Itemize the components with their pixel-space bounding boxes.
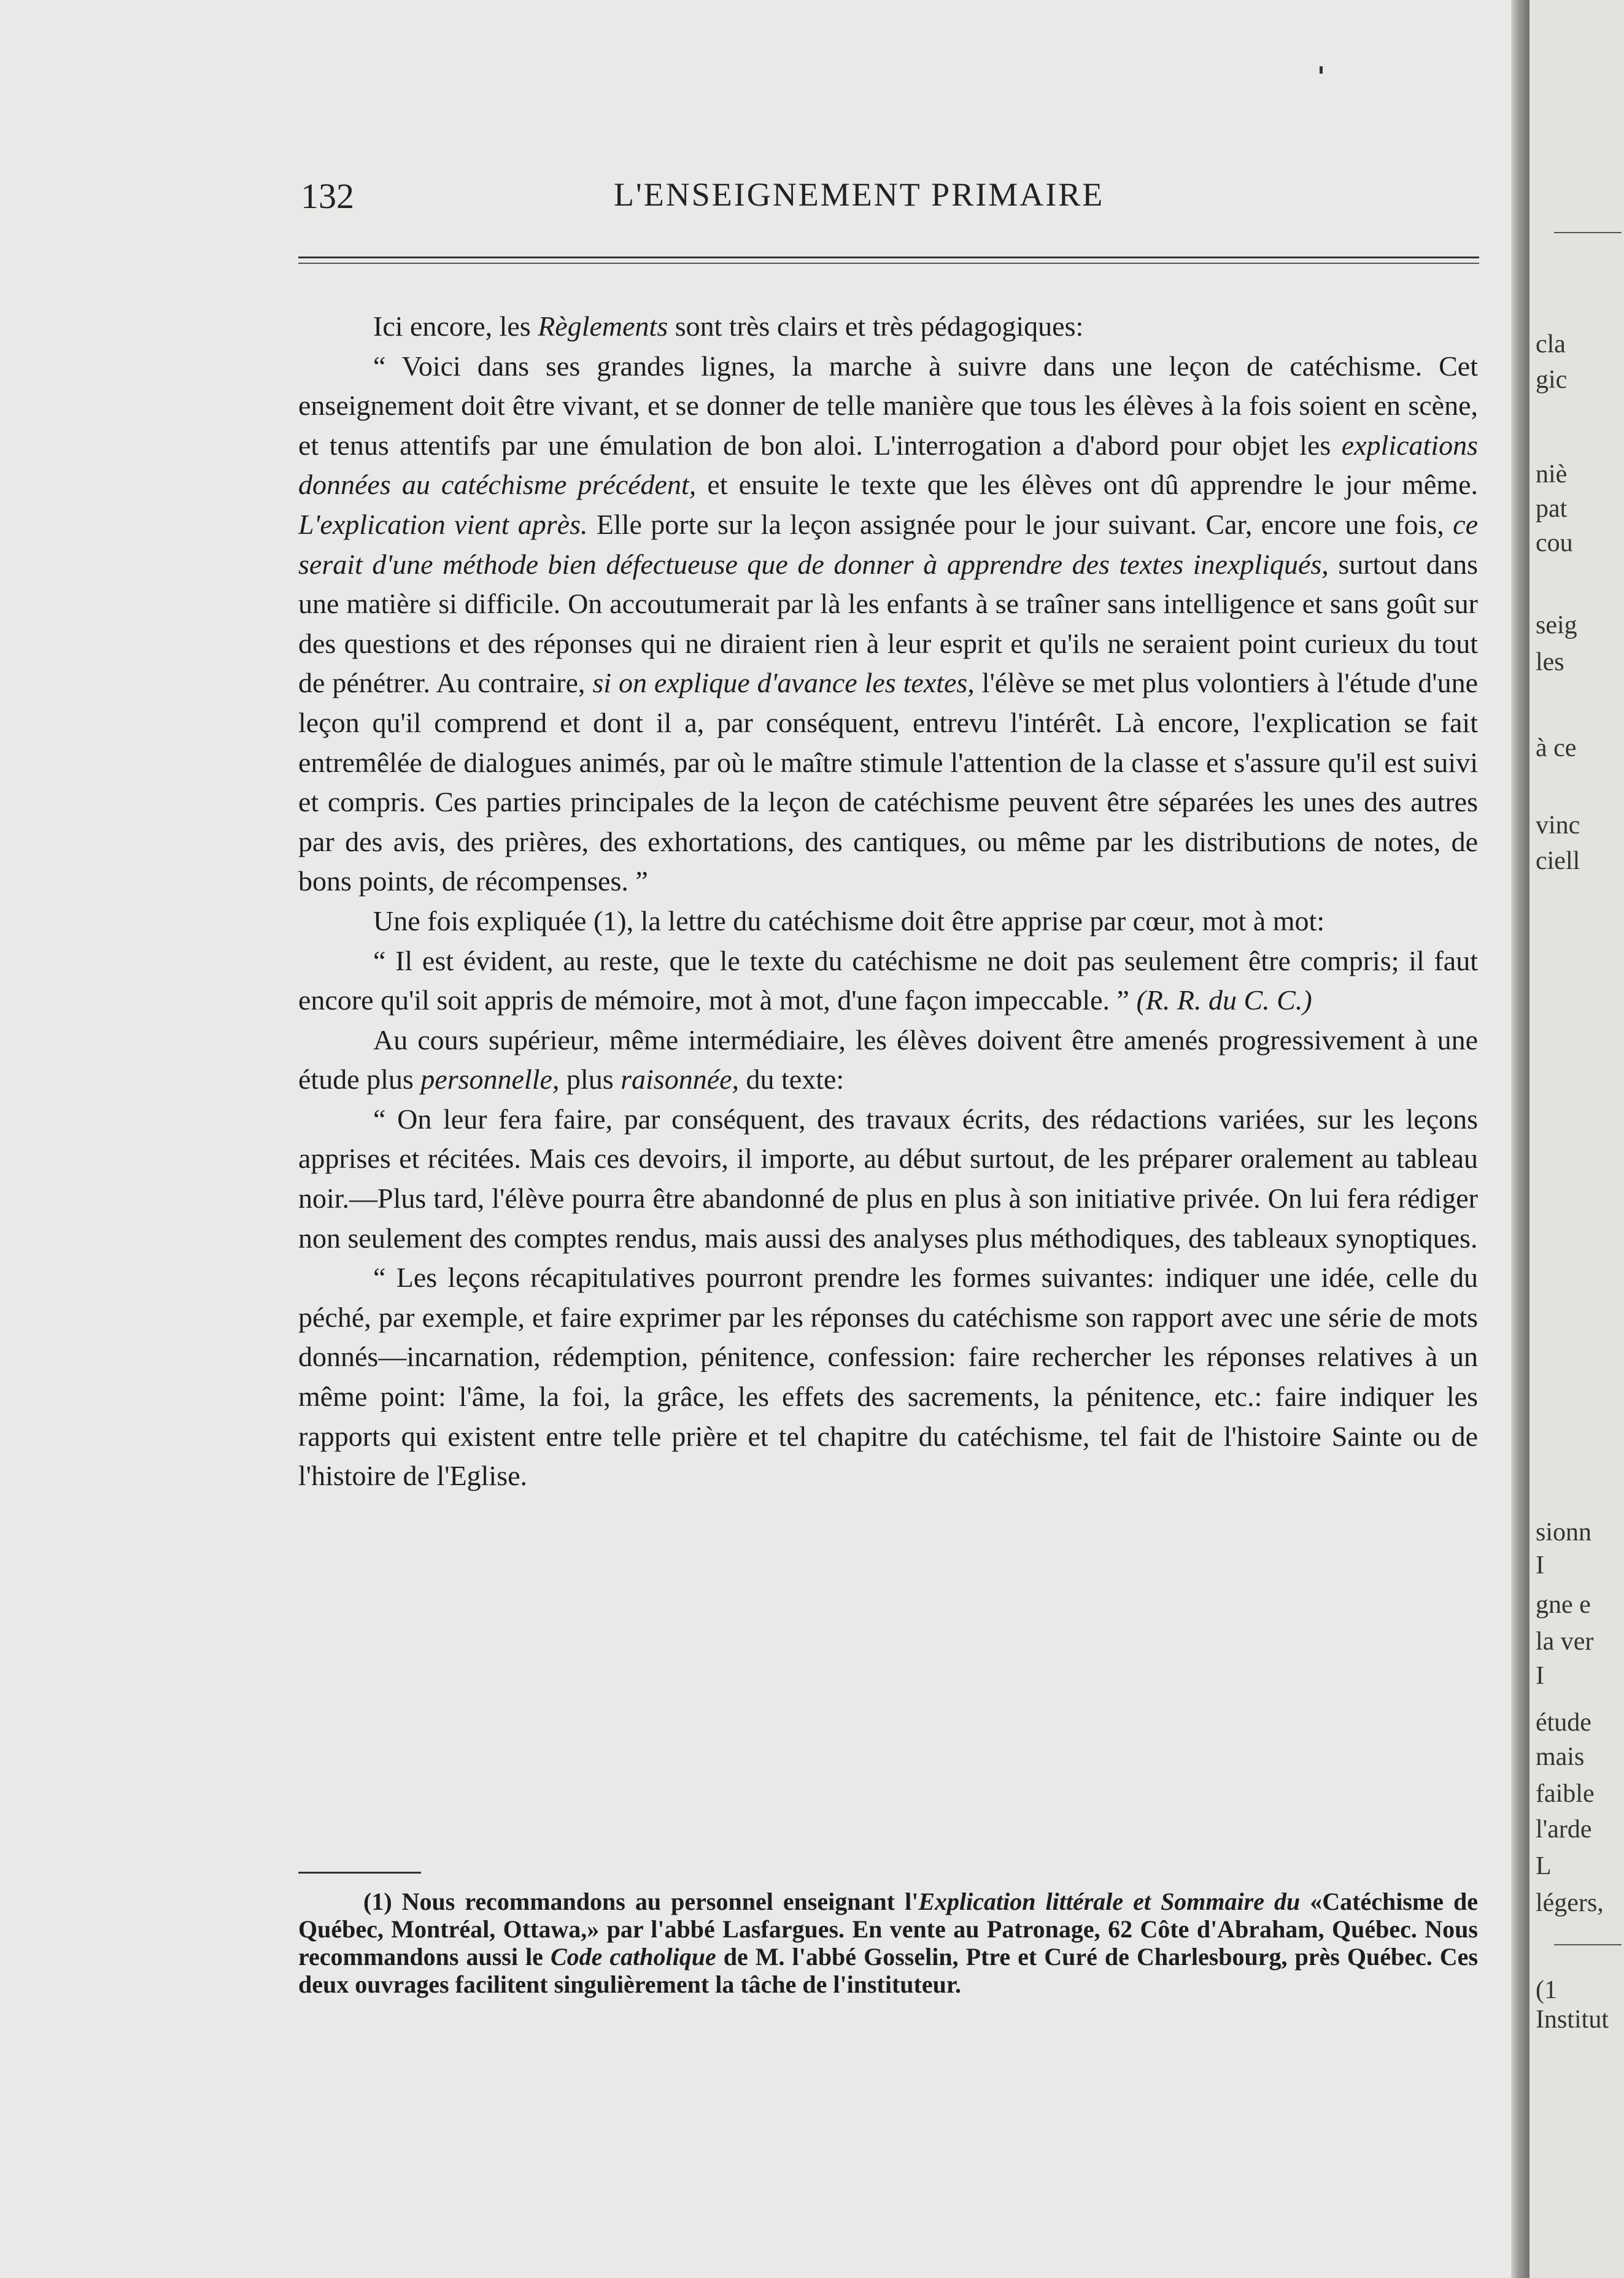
- text-run: «Catéchisme de Québec, Montréal, Ottawa,» par l'abbé Lasfargues. En vente au Patronage, 62 Côte d'Abraham, Québec. Nous recommandons aussi le: [298, 1888, 1479, 1971]
- text-run: Ici encore, les: [373, 311, 538, 342]
- text-run: plus: [559, 1064, 621, 1095]
- paragraph-1: [298, 307, 1478, 347]
- adjacent-text-fragment: I: [1536, 1662, 1544, 1690]
- adjacent-text-fragment: I: [1536, 1551, 1544, 1580]
- italic-run: raisonnée,: [621, 1064, 740, 1095]
- paragraph-3: Une fois expliquée (1), la lettre du catéchisme doit être apprise par cœur, mot à mot:: [373, 905, 1325, 936]
- text-run: (1) Nous recommandons au personnel enseignant l': [363, 1888, 919, 1915]
- adjacent-text-fragment: légers,: [1536, 1889, 1604, 1917]
- footnote-rule: [298, 1872, 421, 1874]
- paragraph-5: [298, 1021, 1478, 1100]
- text-run: Elle porte sur la leçon assignée pour le jour suivant. Car, encore une fois,: [587, 508, 1453, 540]
- adjacent-text-fragment: étude: [1536, 1708, 1591, 1737]
- running-title: L'ENSEIGNEMENT PRIMAIRE: [614, 176, 1105, 213]
- italic-run: L'explication vient après.: [298, 508, 588, 540]
- text-run: du texte:: [739, 1064, 845, 1095]
- text-run: “ Il est évident, au reste, que le texte du catéchisme ne doit pas seulement être compris; il faut encore qu'il soit appris de mémoire, mot à mot, d'une façon impeccable. ”: [298, 944, 1478, 1016]
- adjacent-text-fragment: cla: [1536, 330, 1566, 358]
- italic-run: explications données au catéchisme précédent,: [298, 429, 1478, 501]
- paragraph-7: “ Les leçons récapitulatives pourront prendre les formes suivantes: indiquer une idée, celle du péché, par exemple, et faire exprimer par les réponses du catéchisme son rapport avec une série de mots donnés—incarnation, rédemption, pénitence, confession: faire rechercher les réponses relatives à un même point: l'âme, la foi, la grâce, les effets des sacrements, la pénitence, etc.: faire indiquer les rapports qui existent entre telle prière et tel chapitre du catéchisme, tel fait de l'histoire Sainte ou de l'histoire de l'Eglise.: [298, 1262, 1478, 1492]
- adjacent-header-rule: [1554, 232, 1622, 233]
- adjacent-text-fragment: seig: [1536, 611, 1577, 639]
- adjacent-text-fragment: faible: [1536, 1780, 1595, 1808]
- adjacent-text-fragment: gic: [1536, 366, 1568, 394]
- adjacent-text-fragment: gne e: [1536, 1591, 1591, 1619]
- adjacent-text-fragment: Institut: [1536, 2006, 1609, 2034]
- header-rule: [298, 257, 1479, 258]
- adjacent-text-fragment: mais: [1536, 1743, 1585, 1771]
- italic-run: Explication littérale et Sommaire du: [918, 1888, 1301, 1915]
- italic-run: si on explique d'avance les textes,: [592, 667, 975, 699]
- footnote: [298, 1888, 1478, 1998]
- text-run: Au cours supérieur, même intermédiaire, les élèves doivent être amenés progressivement à une étude plus: [298, 1024, 1478, 1095]
- adjacent-text-fragment: la ver: [1536, 1627, 1594, 1656]
- adjacent-footnote-rule: [1554, 1944, 1622, 1945]
- adjacent-text-fragment: vinc: [1536, 811, 1580, 840]
- adjacent-text-fragment: (1: [1536, 1976, 1557, 2004]
- adjacent-text-fragment: sionn: [1536, 1518, 1592, 1546]
- paragraph-6: “ On leur fera faire, par conséquent, des travaux écrits, des rédactions variées, sur les leçons apprises et récitées. Mais ces devoirs, il importe, au début surtout, de les préparer oralement au tableau noir.—Plus tard, l'élève pourra être abandonné de plus en plus à son initiative privée. On lui fera rédiger non seulement des comptes rendus, mais aussi des analyses plus méthodiques, des tableaux synoptiques.: [298, 1103, 1478, 1254]
- page-header: [0, 176, 1521, 225]
- header-rule-double: [298, 263, 1479, 264]
- adjacent-text-fragment: niè: [1536, 460, 1568, 488]
- book-spine-shadow: [1511, 0, 1529, 2278]
- adjacent-text-fragment: l'arde: [1536, 1815, 1592, 1844]
- adjacent-text-fragment: L: [1536, 1852, 1552, 1880]
- italic-run: ce serait d'une méthode bien défectueuse que de donner à apprendre des textes inexpliqués,: [298, 508, 1478, 580]
- main-text: [298, 307, 1478, 1496]
- footnote-paragraph: [298, 1888, 1478, 1998]
- adjacent-text-fragment: ciell: [1536, 847, 1580, 875]
- text-run: et ensuite le texte que les élèves ont dû apprendre le jour même.: [696, 469, 1478, 501]
- paragraph-2: [298, 347, 1478, 902]
- text-run: l'élève se met plus volontiers à l'étude d'une leçon qu'il comprend et dont il a, par conséquent, entrevu l'intérêt. Là encore, l'explication se fait entremêlée de dialogues animés, par où le maître stimule l'attention de la classe et s'assure qu'il est suivi et compris. Ces parties principales de la leçon de catéchisme peuvent être séparées les unes des autres par des avis, des prières, des exhortations, des cantiques, ou même par les distributions de notes, de bons points, de récompenses. ”: [298, 667, 1478, 897]
- adjacent-text-fragment: cou: [1536, 529, 1573, 557]
- citation: (R. R. du C. C.): [1136, 984, 1312, 1016]
- italic-run: personnelle,: [420, 1064, 560, 1095]
- speck-mark: [1320, 66, 1323, 74]
- page-number: 132: [301, 176, 354, 216]
- paragraph-4: [298, 941, 1478, 1021]
- adjacent-text-fragment: pat: [1536, 495, 1568, 523]
- adjacent-text-fragment: les: [1536, 648, 1564, 676]
- italic-run: Code catholique: [550, 1943, 716, 1971]
- text-run: surtout dans une matière si difficile. On accoutumerait par là les enfants à se traîner sans intelligence et sans goût sur des questions et des réponses qui ne diraient rien à leur esprit et qu'ils ne seraient point curieux du tout de pénétrer. Au contraire,: [298, 548, 1478, 699]
- text-run: sont très clairs et très pédagogiques:: [668, 311, 1084, 342]
- adjacent-page-edge: [1529, 0, 1624, 2278]
- text-run: de M. l'abbé Gosselin, Ptre et Curé de Charlesbourg, près Québec. Ces deux ouvrages facilitent singulièrement la tâche de l'instituteur.: [298, 1943, 1479, 1998]
- adjacent-text-fragment: à ce: [1536, 734, 1577, 762]
- text-run: “ Voici dans ses grandes lignes, la marche à suivre dans une leçon de catéchisme. Cet enseignement doit être vivant, et se donner de telle manière que tous les élèves à la fois soient en scène, et tenus attentifs par une émulation de bon aloi. L'interrogation a d'abord pour objet les: [298, 350, 1478, 461]
- italic-run: Règlements: [538, 311, 668, 342]
